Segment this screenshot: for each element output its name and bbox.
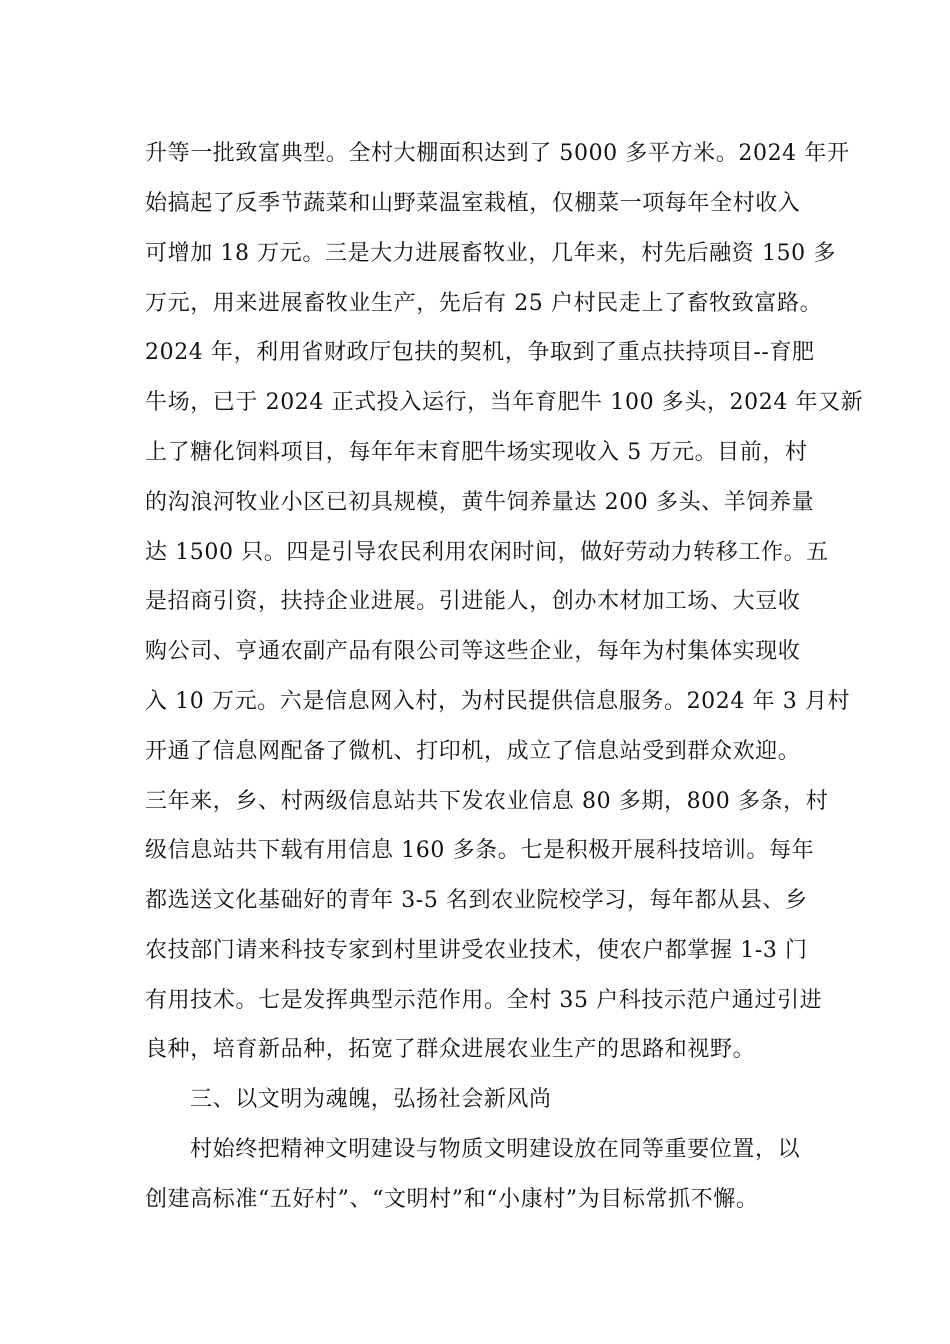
body-line: 牛场，已于 2024 正式投入运行，当年育肥牛 100 多头，2024 年又新 [145, 390, 864, 415]
body-line: 的沟浪河牧业小区已初具规模，黄牛饲养量达 200 多头、羊饲养量 [145, 490, 815, 515]
body-line: 万元，用来进展畜牧业生产，先后有 25 户村民走上了畜牧致富路。 [145, 291, 823, 316]
body-line: 入 10 万元。六是信息网入村，为村民提供信息服务。2024 年 3 月村 [145, 689, 851, 714]
body-line: 良种，培育新品种，拓宽了群众进展农业生产的思路和视野。 [145, 1037, 756, 1062]
body-line: 都选送文化基础好的青年 3-5 名到农业院校学习，每年都从县、乡 [145, 888, 808, 913]
body-line: 开通了信息网配备了微机、打印机，成立了信息站受到群众欢迎。 [145, 739, 801, 764]
body-line: 2024 年，利用省财政厅包扶的契机，争取到了重点扶持项目--育肥 [145, 340, 815, 365]
paragraph-line: 村始终把精神文明建设与物质文明建设放在同等重要位置，以 [190, 1137, 801, 1162]
body-line: 有用技术。七是发挥典型示范作用。全村 35 户科技示范户通过引进 [145, 988, 823, 1013]
body-line: 上了糖化饲料项目，每年年末育肥牛场实现收入 5 万元。目前，村 [145, 440, 808, 465]
body-line: 级信息站共下载有用信息 160 多条。七是积极开展科技培训。每年 [145, 838, 815, 863]
body-line: 购公司、亨通农副产品有限公司等这些企业，每年为村集体实现收 [145, 639, 801, 664]
body-line: 可增加 18 万元。三是大力进展畜牧业，几年来，村先后融资 150 多 [145, 241, 836, 266]
body-line: 农技部门请来科技专家到村里讲受农业技术，使农户都掌握 1-3 门 [145, 938, 808, 963]
section-heading: 三、以文明为魂魄，弘扬社会新风尚 [190, 1087, 552, 1112]
paragraph-line: 创建高标准“五好村”、“文明村”和“小康村”为目标常抓不懈。 [145, 1187, 759, 1212]
body-line: 始搞起了反季节蔬菜和山野菜温室栽植，仅棚菜一项每年全村收入 [145, 191, 801, 216]
body-line: 三年来，乡、村两级信息站共下发农业信息 80 多期，800 多条，村 [145, 789, 829, 814]
body-line: 升等一批致富典型。全村大棚面积达到了 5000 多平方米。2024 年开 [145, 141, 850, 166]
body-line: 是招商引资，扶持企业进展。引进能人，创办木材加工场、大豆收 [145, 589, 801, 614]
body-line: 达 1500 只。四是引导农民利用农闲时间，做好劳动力转移工作。五 [145, 540, 829, 565]
